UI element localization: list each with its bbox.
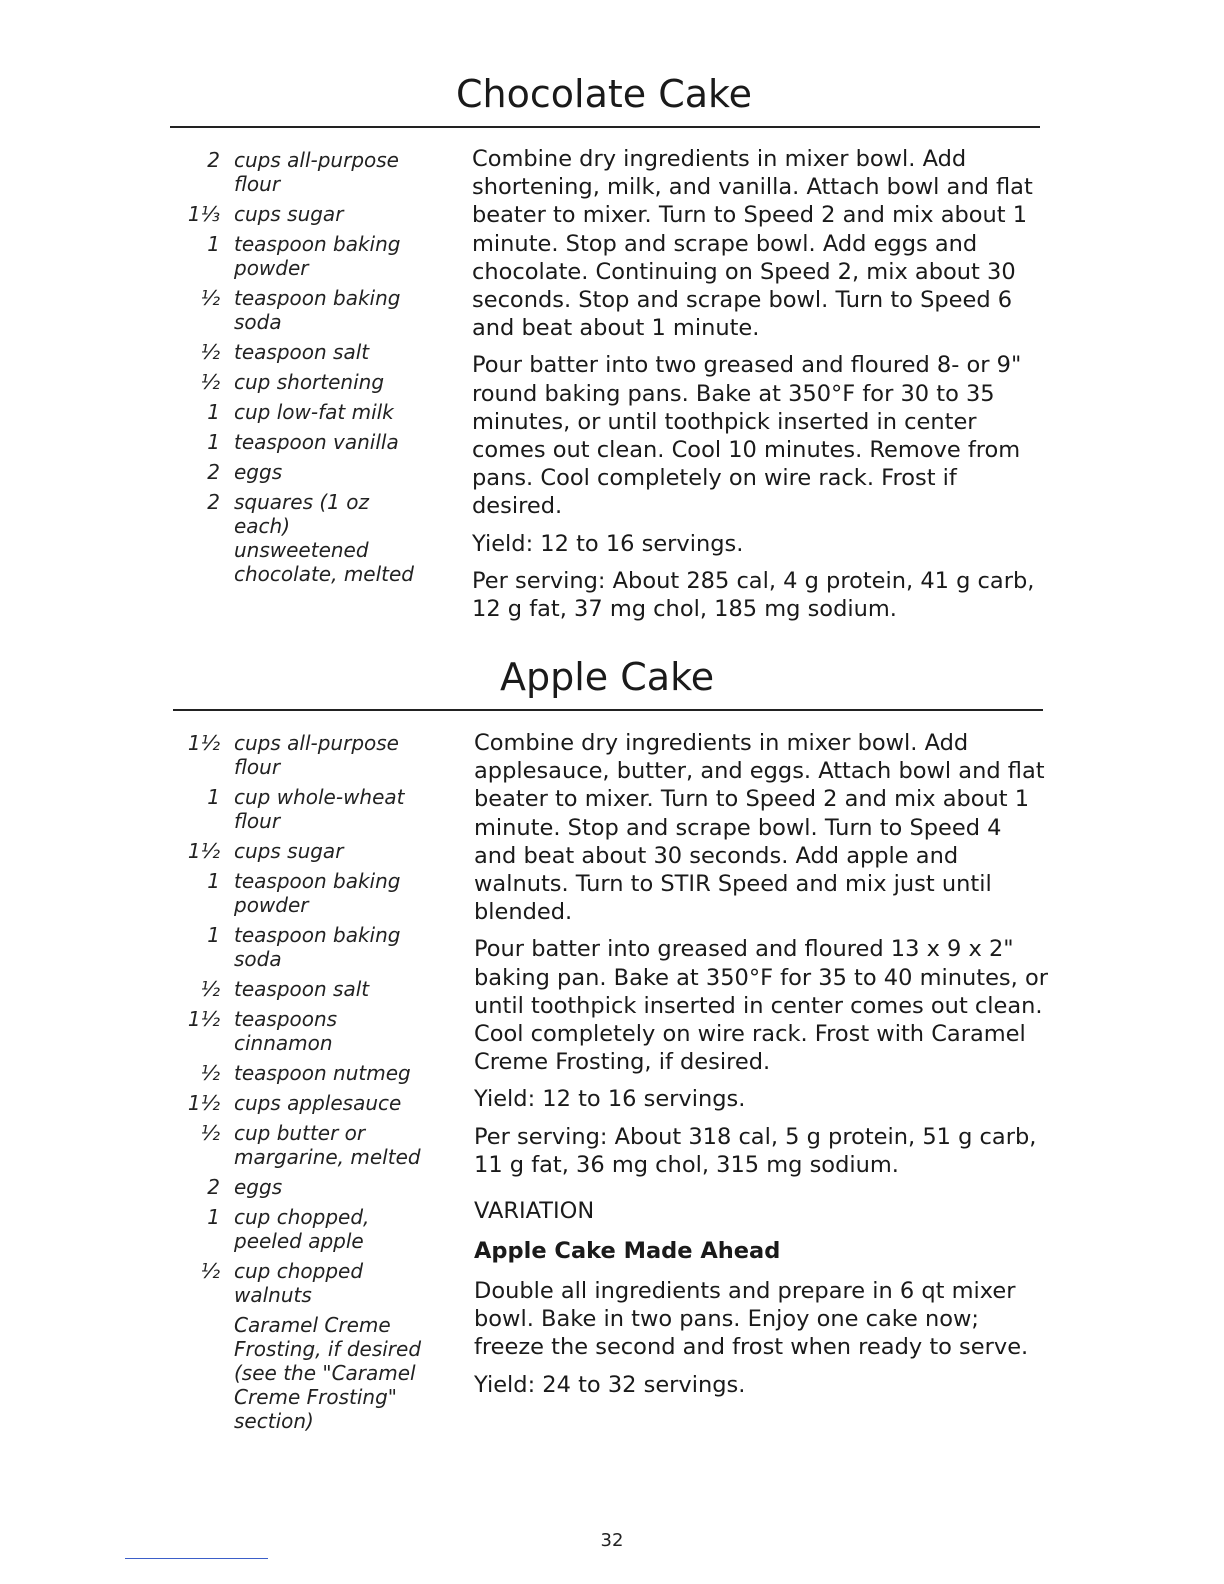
ingredient-line [172,1121,427,1169]
ingredient-quantity: ½ [200,1061,220,1085]
ingredient-quantity: ½ [200,370,220,394]
yield-text: Yield: 12 to 16 servings. [474,1086,746,1113]
ingredient-name: eggs [234,1175,283,1199]
nutrition-text: Per serving: About 318 cal, 5 g protein, 51 g carb, 11 g fat, 36 mg chol, 315 mg sodium. [474,1123,1037,1178]
ingredient-line [172,785,427,833]
directions-paragraph: Combine dry ingredients in mixer bowl. Add applesauce, butter, and eggs. Attach bowl and flat beater to mixer. Turn to Speed 2 and mix about 1 minute. Stop and scrape bowl. Turn to Speed 4 and beat about 30 seconds. Add apple and walnuts. Turn to STIR Speed and mix just until blended. [474,730,1045,926]
ingredient-quantity: 2 [207,148,220,172]
ingredient-line [172,232,427,280]
chocolate-cake-title: Chocolate Cake [456,72,753,116]
apple-cake-title-rule [173,709,1043,711]
ingredient-name: teaspoon vanilla [234,430,399,454]
ingredient-quantity: 1 [207,869,220,893]
ingredient-name: cup whole-wheat flour [234,785,405,833]
ingredient-line [172,1175,427,1199]
yield-text: Yield: 12 to 16 servings. [472,530,744,557]
ingredient-line [172,923,427,971]
ingredient-quantity: ½ [200,340,220,364]
ingredient-quantity: 2 [207,460,220,484]
page-number: 32 [600,1530,624,1551]
ingredient-line [172,1007,427,1055]
ingredient-line [172,731,427,779]
ingredient-quantity: 1 [207,923,220,947]
ingredient-line [172,490,427,586]
ingredient-line [172,1259,427,1307]
ingredient-line [172,370,427,394]
variation-yield: Yield: 24 to 32 servings. [474,1371,746,1398]
ingredient-line [172,1205,427,1253]
ingredient-line [172,1313,427,1433]
chocolate-cake-title-rule [170,126,1040,128]
ingredient-name: Caramel Creme Frosting, if desired (see the "Caramel Creme Frosting" section) [234,1313,422,1433]
chocolate-cake-directions [472,145,1047,632]
ingredient-name: cup chopped, peeled apple [234,1205,370,1253]
ingredient-line [172,869,427,917]
ingredient-quantity: ½ [200,1121,220,1145]
directions-paragraph: Pour batter into greased and floured 13 x 9 x 2" baking pan. Bake at 350°F for 35 to 40 minutes, or until toothpick inserted in center comes out clean. Cool completely on wire rack. Frost with Caramel Creme Frosting, if desired. [474,936,1048,1076]
ingredient-name: cups sugar [234,839,344,863]
ingredient-name: teaspoons cinnamon [234,1007,338,1055]
ingredient-name: cup chopped walnuts [234,1259,364,1307]
ingredient-name: cups all-purpose flour [234,148,399,196]
directions-paragraph: Pour batter into two greased and floured 8- or 9" round baking pans. Bake at 350°F for 30 to 35 minutes, or until toothpick inserted in center comes out clean. Cool 10 minutes. Remove from pans. Cool completely on wire rack. Frost if desired. [472,352,1022,520]
ingredient-quantity: ½ [200,1259,220,1283]
ingredient-line [172,286,427,334]
ingredient-quantity: 1½ [187,1091,220,1115]
ingredient-name: cups all-purpose flour [234,731,399,779]
ingredient-quantity: 1⅓ [187,202,220,226]
ingredient-line [172,460,427,484]
ingredient-name: teaspoon baking soda [234,923,401,971]
ingredient-name: eggs [234,460,283,484]
ingredient-name: teaspoon baking soda [234,286,401,334]
ingredient-name: teaspoon baking powder [234,869,401,917]
apple-cake-directions [474,729,1049,1408]
ingredient-quantity: 1½ [187,839,220,863]
ingredient-line [172,400,427,424]
directions-paragraph: Combine dry ingredients in mixer bowl. Add shortening, milk, and vanilla. Attach bowl and flat beater to mixer. Turn to Speed 2 and mix about 1 minute. Stop and scrape bowl. Add eggs and chocolate. Continuing on Speed 2, mix about 30 seconds. Stop and scrape bowl. Turn to Speed 6 and beat about 1 minute. [472,146,1033,342]
footer-divider [125,1558,268,1559]
ingredient-line [172,340,427,364]
ingredient-quantity: ½ [200,286,220,310]
ingredient-quantity: 1½ [187,731,220,755]
ingredient-quantity: 1 [207,232,220,256]
variation-text: Double all ingredients and prepare in 6 qt mixer bowl. Bake in two pans. Enjoy one cake now; freeze the second and frost when ready to serve. [474,1278,1029,1361]
ingredient-quantity: 2 [207,1175,220,1199]
ingredient-name: squares (1 oz each) unsweetened chocolate, melted [234,490,414,586]
ingredient-quantity [172,1313,234,1433]
variation-title: Apple Cake Made Ahead [474,1238,781,1265]
ingredient-name: cup shortening [234,370,385,394]
ingredient-quantity: 1 [207,785,220,809]
ingredient-line [172,1061,427,1085]
ingredient-line [172,202,427,226]
ingredient-name: teaspoon baking powder [234,232,401,280]
variation-label: VARIATION [474,1198,595,1225]
ingredient-quantity: 2 [207,490,220,514]
ingredient-line [172,1091,427,1115]
nutrition-text: Per serving: About 285 cal, 4 g protein, 41 g carb, 12 g fat, 37 mg chol, 185 mg sodium. [472,567,1035,623]
ingredient-name: cups applesauce [234,1091,402,1115]
ingredient-quantity: ½ [200,977,220,1001]
ingredient-quantity: 1 [207,1205,220,1229]
ingredient-line [172,977,427,1001]
ingredient-name: cup butter or margarine, melted [234,1121,421,1169]
ingredient-line [172,839,427,863]
ingredient-quantity: 1½ [187,1007,220,1031]
ingredient-line [172,148,427,196]
ingredient-name: teaspoon nutmeg [234,1061,411,1085]
ingredient-name: cup low-fat milk [234,400,394,424]
ingredient-name: cups sugar [234,202,344,226]
ingredient-quantity: 1 [207,430,220,454]
ingredient-name: teaspoon salt [234,977,370,1001]
ingredient-line [172,430,427,454]
apple-cake-ingredients [172,731,427,1439]
apple-cake-title: Apple Cake [500,655,715,699]
ingredient-quantity: 1 [207,400,220,424]
ingredient-name: teaspoon salt [234,340,370,364]
chocolate-cake-ingredients [172,148,427,592]
